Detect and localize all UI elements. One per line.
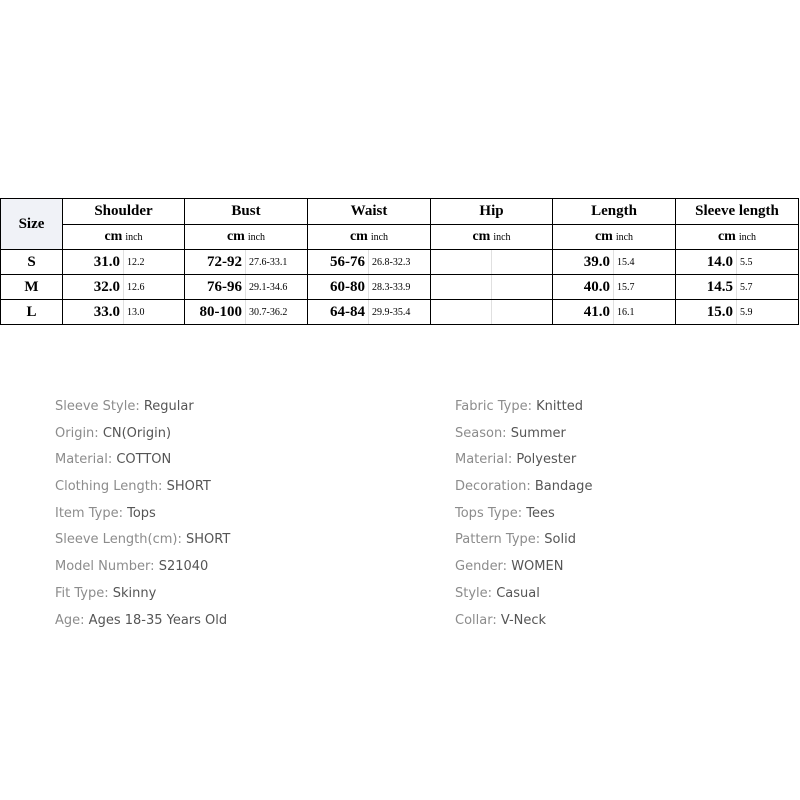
shoulder-cm: 31.0 (63, 250, 124, 275)
unit-inch: inch (615, 232, 634, 243)
sleeve-length-cm: 14.5 (676, 275, 737, 300)
sleeve-length-column-header: Sleeve length (676, 199, 799, 225)
waist-column-header: Waist (308, 199, 431, 225)
spec-value: CN(Origin) (102, 425, 172, 441)
hip-inch (492, 275, 553, 300)
spec-label: Pattern Type: (455, 532, 541, 548)
spec-value: Bandage (534, 479, 593, 495)
spec-value: Casual (496, 585, 540, 601)
size-label: S (1, 250, 63, 275)
spec-item-origin (55, 424, 230, 451)
spec-item-fit-type (55, 584, 230, 611)
spec-value: Summer (510, 425, 566, 441)
bust-inch: 29.1-34.6 (246, 275, 308, 300)
spec-value: COTTON (116, 452, 172, 468)
unit-cell (676, 225, 799, 250)
unit-cm: cm (104, 229, 123, 244)
unit-inch: inch (247, 232, 266, 243)
shoulder-cm: 33.0 (63, 300, 124, 325)
unit-cell (553, 225, 676, 250)
spec-label: Origin: (55, 425, 99, 441)
spec-item-age (55, 611, 230, 638)
bust-cm: 76-96 (185, 275, 246, 300)
waist-cm: 56-76 (308, 250, 369, 275)
size-label: L (1, 300, 63, 325)
unit-cm: cm (472, 229, 491, 244)
unit-cell (308, 225, 431, 250)
unit-cm: cm (226, 229, 245, 244)
spec-value: Skinny (112, 585, 157, 601)
hip-inch (492, 250, 553, 275)
sleeve-length-inch: 5.7 (737, 275, 799, 300)
spec-label: Model Number: (55, 559, 155, 575)
spec-label: Season: (455, 425, 507, 441)
length-cm: 40.0 (553, 275, 614, 300)
unit-inch: inch (125, 232, 143, 243)
shoulder-column-header: Shoulder (63, 199, 185, 225)
spec-value: SHORT (166, 479, 211, 495)
length-column-header: Length (553, 199, 676, 225)
spec-value: SHORT (186, 532, 231, 548)
spec-label: Material: (55, 452, 113, 468)
product-specs-left (55, 397, 230, 637)
spec-label: Age: (55, 612, 85, 628)
spec-item-tops-type (455, 504, 592, 531)
spec-item-fabric-type (455, 397, 592, 424)
spec-value: S21040 (158, 559, 209, 575)
waist-inch: 26.8-32.3 (369, 250, 431, 275)
waist-cm: 64-84 (308, 300, 369, 325)
unit-cm: cm (594, 229, 613, 244)
table-row (1, 300, 799, 325)
unit-cell (63, 225, 185, 250)
spec-item-material (455, 450, 592, 477)
waist-inch: 29.9-35.4 (369, 300, 431, 325)
spec-label: Style: (455, 585, 493, 601)
waist-cm: 60-80 (308, 275, 369, 300)
sleeve-length-cm: 14.0 (676, 250, 737, 275)
hip-cm (431, 250, 492, 275)
length-cm: 41.0 (553, 300, 614, 325)
spec-label: Item Type: (55, 505, 123, 521)
spec-value: Polyester (516, 452, 577, 468)
size-chart-table (0, 198, 799, 325)
sleeve-length-cm: 15.0 (676, 300, 737, 325)
bust-cm: 72-92 (185, 250, 246, 275)
spec-value: Tees (526, 505, 555, 521)
sleeve-length-inch: 5.5 (737, 250, 799, 275)
table-row (1, 250, 799, 275)
spec-label: Material: (455, 452, 513, 468)
hip-inch (492, 300, 553, 325)
spec-value: Ages 18-35 Years Old (88, 612, 228, 628)
shoulder-cm: 32.0 (63, 275, 124, 300)
length-cm: 39.0 (553, 250, 614, 275)
unit-row (1, 225, 799, 250)
unit-cell (431, 225, 553, 250)
spec-label: Sleeve Style: (55, 399, 140, 414)
spec-value: Regular (143, 399, 194, 414)
hip-column-header: Hip (431, 199, 553, 225)
unit-inch: inch (493, 232, 511, 243)
spec-item-model-number (55, 557, 230, 584)
size-label: M (1, 275, 63, 300)
spec-value: V-Neck (500, 612, 547, 628)
spec-item-sleeve-length (55, 530, 230, 557)
spec-item-material (55, 450, 230, 477)
spec-item-pattern-type (455, 530, 592, 557)
spec-label: Gender: (455, 559, 508, 575)
spec-item-sleeve-style (55, 397, 230, 424)
spec-value: Solid (544, 532, 576, 548)
bust-inch: 30.7-36.2 (246, 300, 308, 325)
spec-label: Sleeve Length(cm): (55, 532, 182, 548)
unit-cell (185, 225, 308, 250)
length-inch: 15.7 (614, 275, 676, 300)
spec-item-collar (455, 611, 592, 638)
unit-inch: inch (370, 232, 389, 243)
table-row (1, 275, 799, 300)
spec-label: Decoration: (455, 479, 531, 495)
shoulder-inch: 12.6 (124, 275, 185, 300)
spec-value: WOMEN (511, 559, 564, 575)
unit-cm: cm (349, 229, 368, 244)
waist-inch: 28.3-33.9 (369, 275, 431, 300)
size-column-header: Size (1, 199, 63, 250)
spec-label: Fabric Type: (455, 399, 532, 414)
table-header-row (1, 199, 799, 225)
spec-item-item-type (55, 504, 230, 531)
sleeve-length-inch: 5.9 (737, 300, 799, 325)
length-inch: 15.4 (614, 250, 676, 275)
bust-inch: 27.6-33.1 (246, 250, 308, 275)
spec-item-gender (455, 557, 592, 584)
shoulder-inch: 12.2 (124, 250, 185, 275)
spec-item-style (455, 584, 592, 611)
spec-value: Tops (127, 505, 156, 521)
bust-cm: 80-100 (185, 300, 246, 325)
length-inch: 16.1 (614, 300, 676, 325)
unit-inch: inch (738, 232, 757, 243)
hip-cm (431, 275, 492, 300)
bust-column-header: Bust (185, 199, 308, 225)
spec-label: Fit Type: (55, 585, 109, 601)
spec-item-season (455, 424, 592, 451)
spec-label: Collar: (455, 612, 497, 628)
product-specs-right (455, 397, 592, 637)
spec-label: Tops Type: (455, 505, 523, 521)
shoulder-inch: 13.0 (124, 300, 185, 325)
spec-value: Knitted (536, 399, 583, 414)
hip-cm (431, 300, 492, 325)
spec-item-decoration (455, 477, 592, 504)
spec-item-clothing-length (55, 477, 230, 504)
spec-label: Clothing Length: (55, 479, 163, 495)
unit-cm: cm (717, 229, 736, 244)
